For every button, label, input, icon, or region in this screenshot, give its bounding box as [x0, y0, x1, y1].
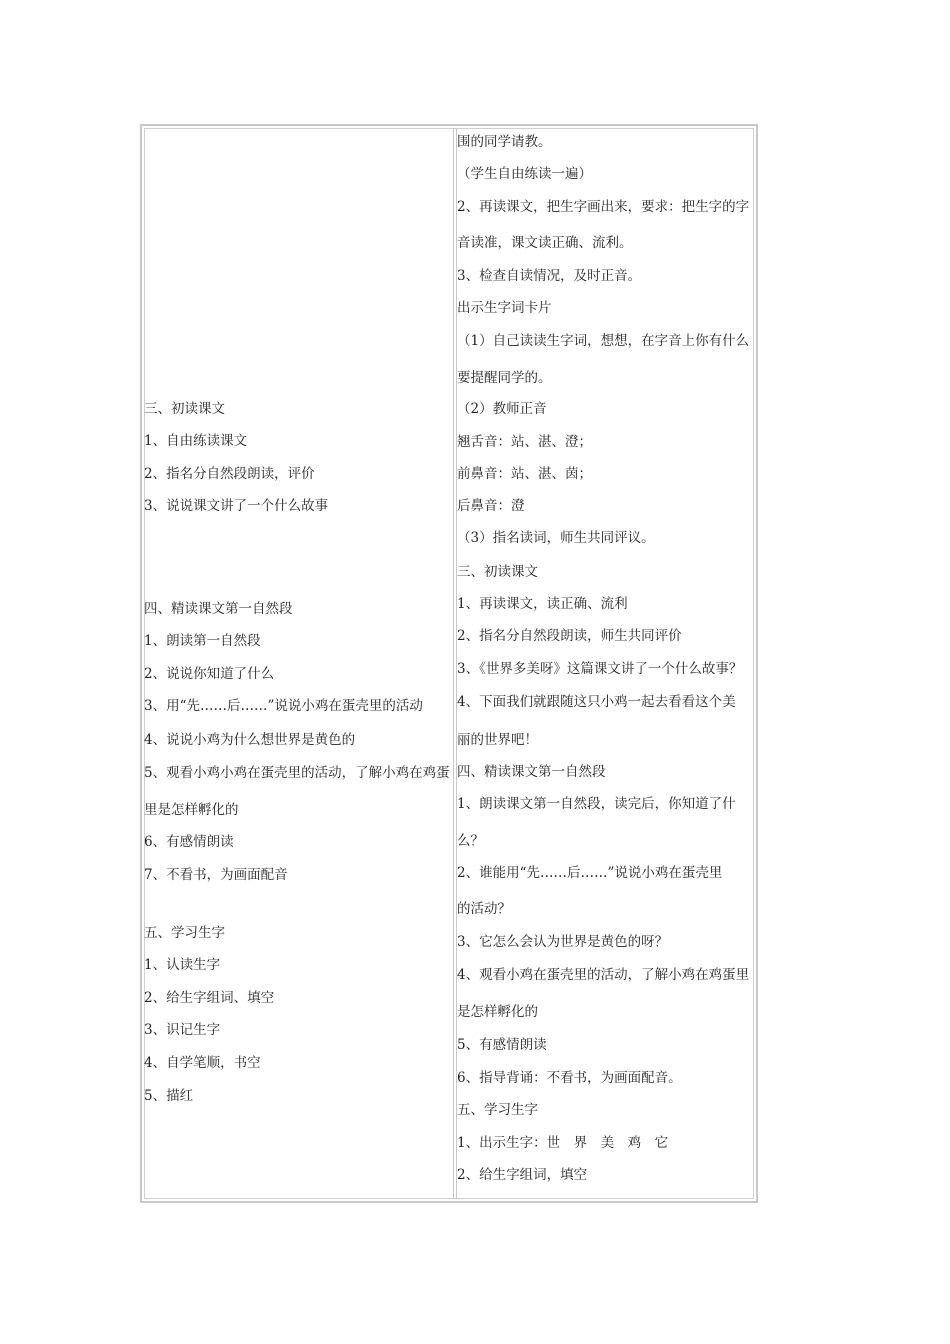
text-line: 前鼻音：站、湛、茵； — [457, 466, 592, 482]
text-line: 2、指名分自然段朗读，评价 — [144, 466, 315, 482]
text-line: （2）教师正音 — [457, 401, 547, 417]
text-line: 3、用“先……后……”说说小鸡在蛋壳里的活动 — [144, 698, 423, 714]
text-line: （学生自由练读一遍） — [457, 166, 592, 182]
text-line: 1、自由练读课文 — [144, 433, 248, 449]
section-heading: 四、精读课文第一自然段 — [144, 601, 293, 617]
text-line: 3、识记生字 — [144, 1022, 221, 1038]
text-line: 4、说说小鸡为什么想世界是黄色的 — [144, 732, 356, 748]
text-line: 出示生字词卡片 — [457, 300, 552, 316]
text-line: 的活动？ — [457, 901, 511, 917]
text-line: 3、《世界多美呀》这篇课文讲了一个什么故事？ — [457, 661, 743, 677]
section-heading: 三、初读课文 — [457, 564, 538, 580]
section-heading: 三、初读课文 — [144, 401, 225, 417]
text-line: 6、指导背诵：不看书，为画面配音。 — [457, 1070, 682, 1086]
text-line: 2、谁能用“先……后……”说说小鸡在蛋壳里 — [457, 865, 723, 881]
section-heading: 五、学习生字 — [144, 925, 225, 941]
text-line: 3、检查自读情况，及时正音。 — [457, 268, 642, 284]
text-line: 要提醒同学的。 — [457, 370, 552, 386]
text-line: 4、自学笔顺，书空 — [144, 1055, 261, 1071]
text-line: 6、有感情朗读 — [144, 834, 234, 850]
text-line: 1、出示生字：世 界 美 鸡 它 — [457, 1135, 669, 1151]
text-line: 3、说说课文讲了一个什么故事 — [144, 498, 329, 514]
text-line: 围的同学请教。 — [457, 134, 552, 150]
text-line: 1、认读生字 — [144, 957, 221, 973]
text-line: 7、不看书，为画面配音 — [144, 867, 288, 883]
text-line: 1、朗读课文第一自然段，读完后，你知道了什 — [457, 796, 736, 812]
text-line: 2、给生字组词，填空 — [457, 1167, 588, 1183]
text-line: 1、再读课文，读正确、流利 — [457, 596, 628, 612]
text-line: 2、再读课文，把生字画出来，要求：把生字的字 — [457, 199, 750, 215]
text-line: （1）自己读读生字词，想想，在字音上你有什么 — [457, 333, 750, 349]
text-line: 3、它怎么会认为世界是黄色的呀？ — [457, 934, 669, 950]
text-line: 2、指名分自然段朗读，师生共同评价 — [457, 628, 682, 644]
text-line: （3）指名读词，师生共同评议。 — [457, 530, 655, 546]
text-line: 后鼻音：澄 — [457, 498, 525, 514]
text-line: 2、说说你知道了什么 — [144, 666, 275, 682]
section-heading: 五、学习生字 — [457, 1102, 538, 1118]
text-line: 5、有感情朗读 — [457, 1037, 547, 1053]
section-heading: 四、精读课文第一自然段 — [457, 764, 606, 780]
text-line: 么？ — [457, 833, 484, 849]
text-line: 翘舌音：站、湛、澄； — [457, 434, 592, 450]
text-line: 丽的世界吧！ — [457, 732, 538, 748]
text-line: 1、朗读第一自然段 — [144, 633, 261, 649]
text-line: 音读准，课文读正确、流利。 — [457, 235, 633, 251]
text-line: 5、描红 — [144, 1088, 194, 1104]
text-line: 4、下面我们就跟随这只小鸡一起去看看这个美 — [457, 694, 736, 710]
text-line: 4、观看小鸡在蛋壳里的活动，了解小鸡在鸡蛋里 — [457, 967, 750, 983]
text-line: 5、观看小鸡小鸡在蛋壳里的活动，了解小鸡在鸡蛋 — [144, 765, 450, 781]
text-line: 2、给生字组词、填空 — [144, 990, 275, 1006]
text-line: 是怎样孵化的 — [457, 1004, 538, 1020]
text-line: 里是怎样孵化的 — [144, 802, 239, 818]
